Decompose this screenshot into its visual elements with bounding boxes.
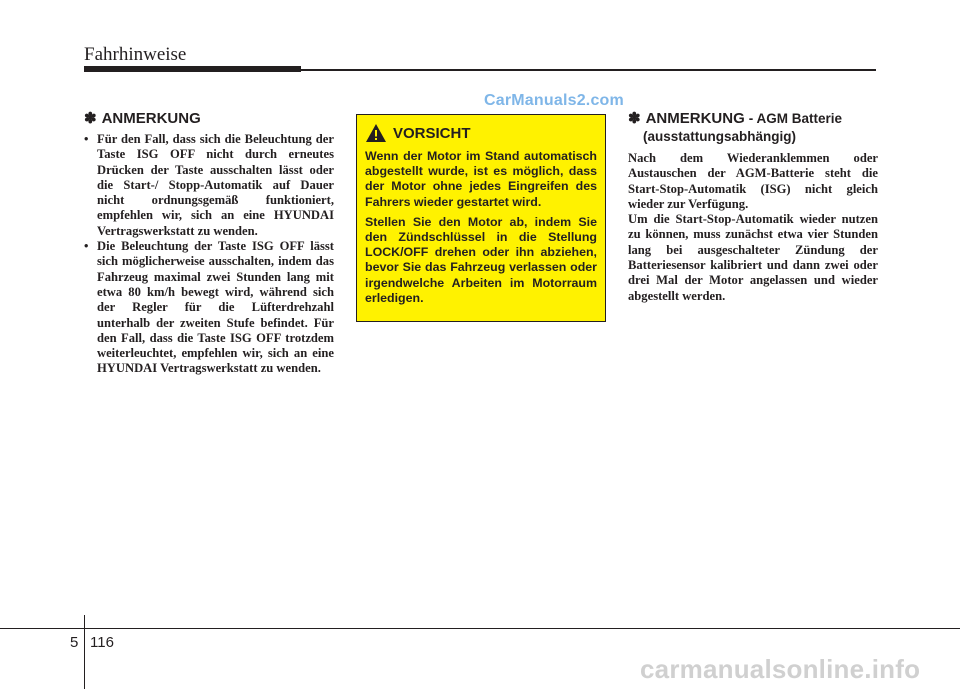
left-note-section — [84, 110, 334, 377]
bullet-icon: • — [84, 239, 89, 254]
caution-header — [365, 123, 597, 143]
caution-title: VORSICHT — [393, 124, 471, 142]
right-note-heading-sub: - AGM Batterie — [748, 111, 843, 126]
left-note-bullets — [84, 132, 334, 377]
watermark-top: CarManuals2.com — [484, 92, 624, 109]
caution-paragraph: Wenn der Motor im Stand automatisch abgestellt wurde, ist es möglich, dass der Motor ohne jedes Eingreifen des Fahrers wieder gestartet wird. — [365, 149, 597, 209]
right-note-heading-text: ANMERKUNG — [645, 110, 745, 127]
note-star-icon: ✽ — [84, 110, 97, 127]
footer-vertical-rule — [84, 615, 85, 689]
note-star-icon: ✽ — [628, 110, 641, 127]
watermark-bottom: carmanualsonline.info — [640, 654, 921, 684]
page-header-title: Fahrhinweise — [84, 44, 187, 65]
list-item — [84, 132, 334, 239]
header-rule-thick — [84, 66, 301, 72]
footer-rule — [0, 628, 960, 629]
right-note-paragraph: Nach dem Wiederanklemmen oder Austauschen der AGM-Batterie steht die Start-Stop-Automatik (ISG) nicht gleich wieder zur Verfügung. — [628, 151, 878, 211]
left-note-heading-text: ANMERKUNG — [101, 110, 201, 127]
right-note-heading — [628, 110, 878, 128]
right-note-section — [628, 110, 878, 304]
bullet-text: Für den Fall, dass sich die Beleuchtung der Taste ISG OFF nicht durch erneutes Drücken der Taste ausschalten lässt oder die Start-/ Stopp-Automatik auf Dauer nicht ordnungsgemäß funktioniert, empfehlen wir, sich an eine HYUNDAI Vertragswerkstatt zu wenden. — [97, 132, 334, 238]
bullet-icon: • — [84, 132, 89, 146]
right-note-heading-line2: (ausstattungsabhängig) — [643, 129, 797, 144]
list-item — [84, 239, 334, 377]
caution-paragraph: Stellen Sie den Motor ab, indem Sie den Zündschlüssel in die Stellung LOCK/OFF drehen oder ihn abziehen, bevor Sie das Fahrzeug verlassen oder irgendwelche Arbeiten im Motorraum erledigen. — [365, 214, 597, 305]
header-rule-thin — [301, 69, 876, 71]
footer-section-number: 5 — [70, 634, 79, 651]
warning-triangle-icon — [365, 123, 387, 143]
footer-page-number: 116 — [90, 634, 114, 651]
right-note-paragraph: Um die Start-Stop-Automatik wieder nutzen zu können, muss zunächst etwa vier Stunden lang bei ausgeschalteter Zündung der Batteriesensor kalibriert und dann zwei oder drei Mal der Motor angelassen und wieder abgestellt werden. — [628, 212, 878, 303]
bullet-text: Die Beleuchtung der Taste ISG OFF lässt sich möglicherweise ausschalten, indem das Fahrzeug maximal zwei Stunden lang mit etwa 80 km/h bewegt wird, während sich der Regler für die Lüfterdrehzahl unterhalb der zweiten Stufe befindet. Für den Fall, dass die Taste ISG OFF trotzdem weiterleuchtet, empfehlen wir, sich an eine HYUNDAI Vertragswerkstatt zu wenden. — [97, 239, 334, 376]
caution-box — [356, 114, 606, 322]
left-note-heading — [84, 110, 334, 128]
